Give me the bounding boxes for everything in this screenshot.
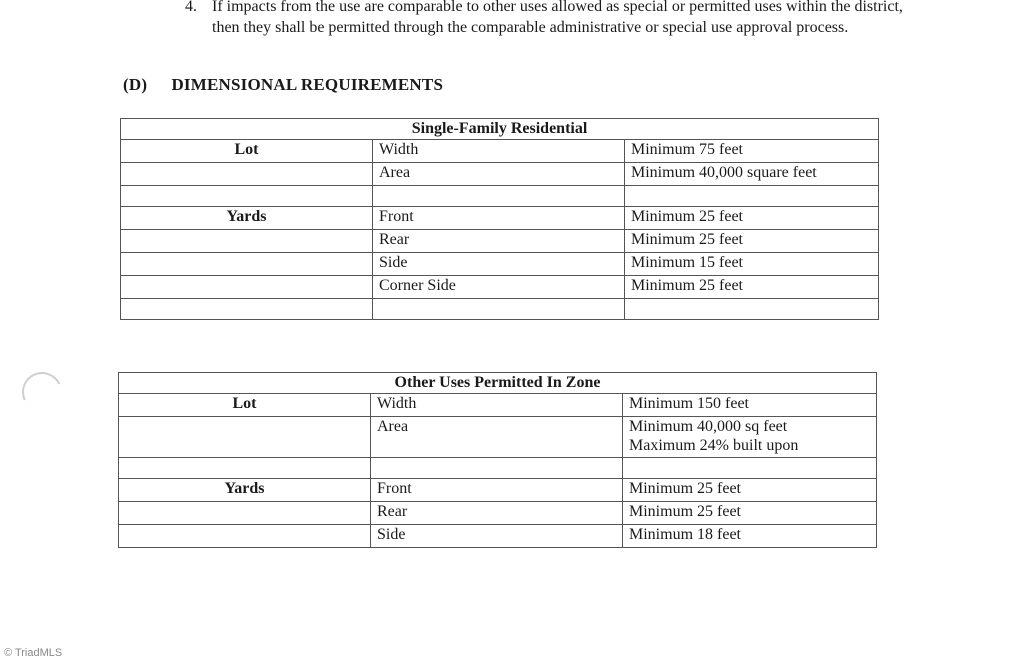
spacer-row	[119, 458, 877, 479]
spacer-row	[121, 299, 879, 320]
requirement-name: Rear	[371, 502, 623, 525]
requirement-value: Minimum 25 feet	[623, 479, 877, 502]
empty-cell	[119, 417, 371, 458]
requirement-value: Minimum 75 feet	[625, 140, 879, 163]
requirement-value: Minimum 150 feet	[623, 394, 877, 417]
section-title: DIMENSIONAL REQUIREMENTS	[171, 75, 444, 94]
requirement-value: Minimum 15 feet	[625, 253, 879, 276]
empty-cell	[119, 458, 371, 479]
table-row	[119, 502, 877, 525]
table-row	[121, 207, 879, 230]
requirement-value: Minimum 18 feet	[623, 525, 877, 548]
hole-punch-mark	[16, 366, 67, 417]
empty-cell	[121, 299, 373, 320]
requirement-name: Rear	[373, 230, 625, 253]
section-label: (D)	[123, 75, 148, 94]
empty-cell	[119, 525, 371, 548]
section-heading	[123, 75, 443, 95]
requirement-name: Front	[371, 479, 623, 502]
paragraph-text: If impacts from the use are comparable to other uses allowed as special or permitted uses within the district, then they shall be permitted through the comparable administrative or special use approval process.	[212, 0, 903, 36]
requirement-value: Minimum 40,000 square feet	[625, 163, 879, 186]
watermark: © TriadMLS	[4, 647, 63, 659]
category-lot: Lot	[121, 140, 373, 163]
paragraph-item-4	[185, 0, 905, 38]
table-row	[119, 394, 877, 417]
empty-cell	[373, 299, 625, 320]
empty-cell	[625, 299, 879, 320]
empty-cell	[623, 458, 877, 479]
category-yards: Yards	[121, 207, 373, 230]
table-row	[119, 417, 877, 458]
table-row	[121, 163, 879, 186]
table-row	[121, 276, 879, 299]
table-row	[119, 479, 877, 502]
category-lot: Lot	[119, 394, 371, 417]
empty-cell	[121, 253, 373, 276]
requirement-name: Corner Side	[373, 276, 625, 299]
requirement-value	[623, 417, 877, 458]
empty-cell	[371, 458, 623, 479]
empty-cell	[373, 186, 625, 207]
table-title: Single-Family Residential	[121, 119, 879, 140]
table-row	[121, 253, 879, 276]
table-title: Other Uses Permitted In Zone	[119, 373, 877, 394]
requirement-name: Area	[371, 417, 623, 458]
table-row	[121, 140, 879, 163]
empty-cell	[121, 230, 373, 253]
empty-cell	[625, 186, 879, 207]
spacer-row	[121, 186, 879, 207]
empty-cell	[121, 276, 373, 299]
requirement-value: Minimum 25 feet	[623, 502, 877, 525]
requirement-value: Minimum 25 feet	[625, 207, 879, 230]
requirement-name: Front	[373, 207, 625, 230]
category-yards: Yards	[119, 479, 371, 502]
paragraph-number: 4.	[185, 0, 197, 15]
requirement-name: Side	[373, 253, 625, 276]
other-uses-table	[118, 372, 877, 548]
requirement-value: Minimum 25 feet	[625, 276, 879, 299]
single-family-table	[120, 118, 879, 320]
empty-cell	[119, 502, 371, 525]
empty-cell	[121, 186, 373, 207]
table-caption-row	[121, 119, 879, 140]
requirement-name: Width	[373, 140, 625, 163]
requirement-name: Side	[371, 525, 623, 548]
table-caption-row	[119, 373, 877, 394]
table-row	[119, 525, 877, 548]
requirement-value: Minimum 25 feet	[625, 230, 879, 253]
requirement-name: Width	[371, 394, 623, 417]
requirement-name: Area	[373, 163, 625, 186]
empty-cell	[121, 163, 373, 186]
requirement-value-line: Minimum 40,000 sq feet	[629, 418, 788, 435]
requirement-value-line: Maximum 24% built upon	[629, 437, 799, 454]
table-row	[121, 230, 879, 253]
